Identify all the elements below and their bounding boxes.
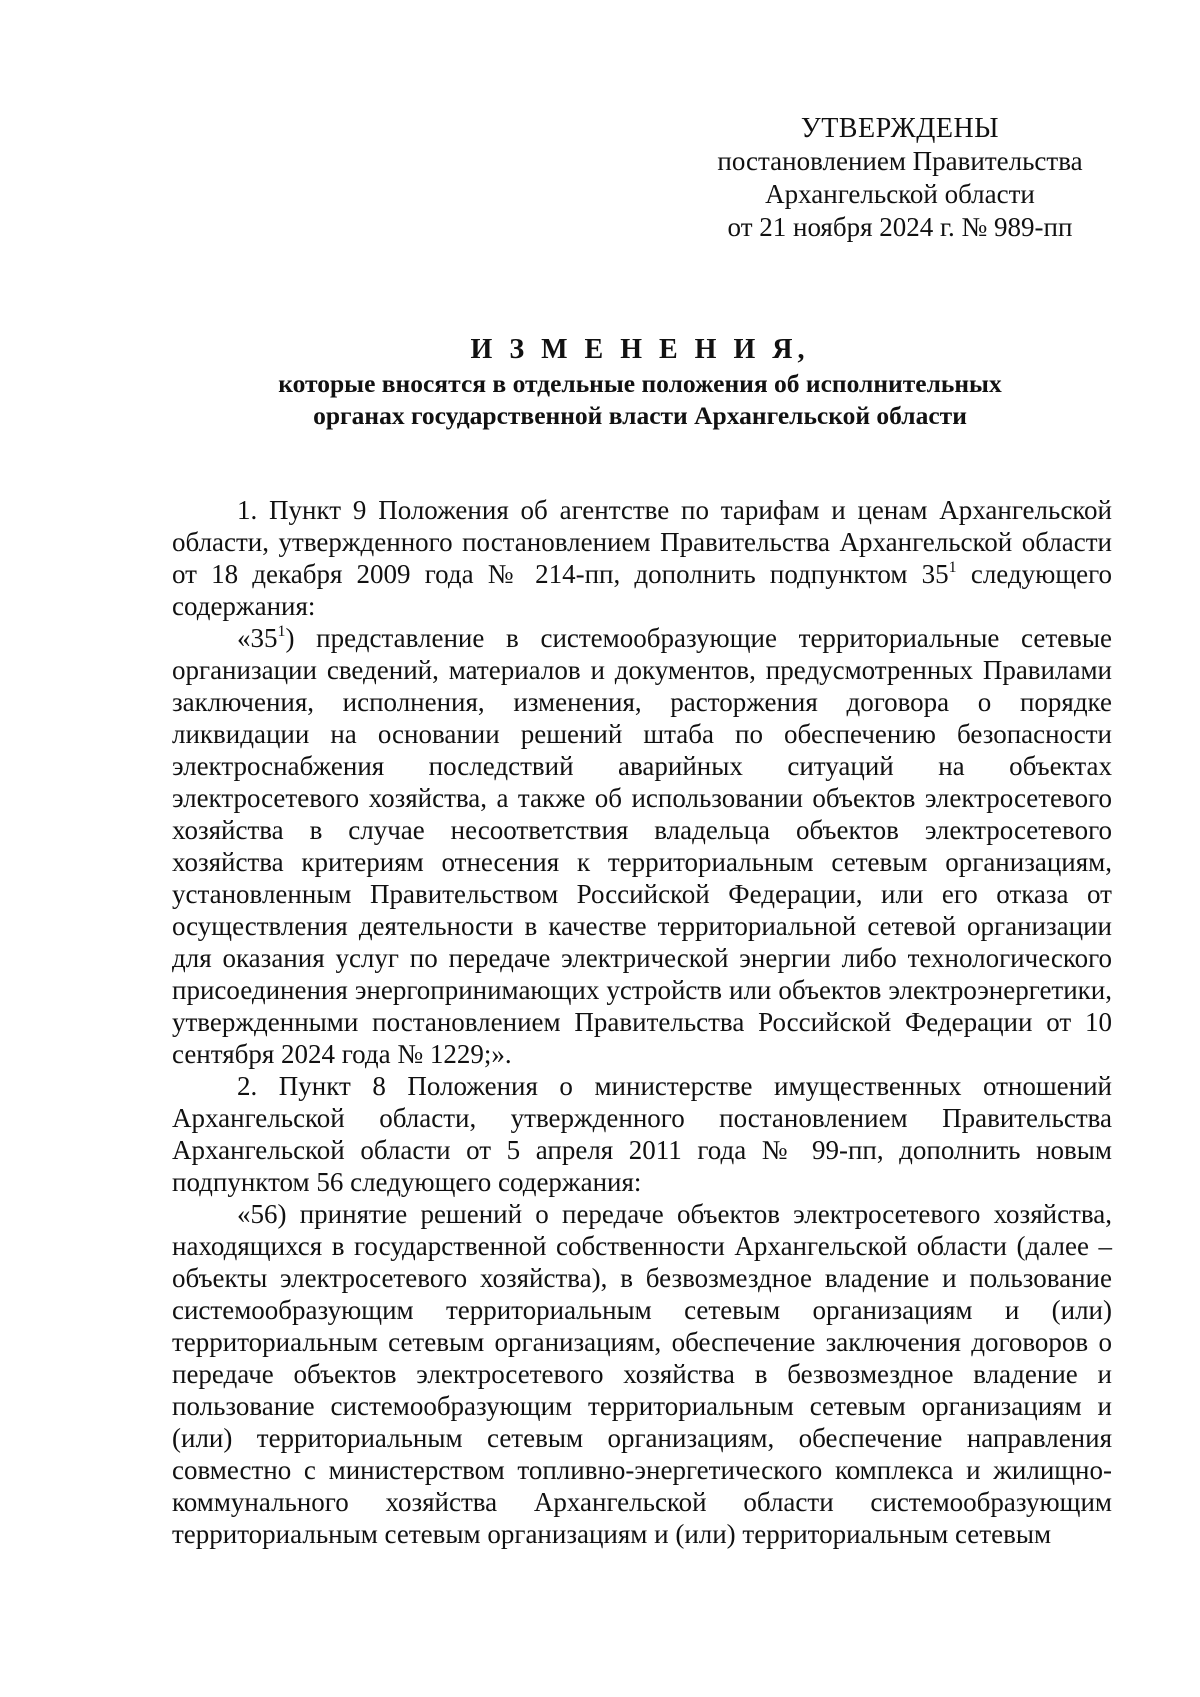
approval-heading: УТВЕРЖДЕНЫ — [800, 113, 1000, 144]
document-subtitle-line: которые вносятся в отдельные положения об исполнительных — [278, 369, 1002, 398]
paragraph-text: «35 — [237, 623, 278, 653]
document-body — [172, 494, 1112, 1550]
approval-line: Архангельской области — [765, 179, 1035, 209]
paragraph-2 — [172, 622, 1112, 1070]
paragraph-1 — [172, 494, 1112, 622]
paragraph-text: 1. Пункт 9 Положения об агентстве по тарифам и ценам Архангельской области, утвержденного постановлением Правительства Архангельской области от 18 декабря 2009 года № 214-пп, дополнить подпунктом 35 — [172, 495, 1112, 589]
document-heading — [170, 334, 1110, 432]
superscript: 1 — [948, 559, 957, 576]
approval-stamp — [690, 112, 1110, 244]
paragraph-4: «56) принятие решений о передаче объектов электросетевого хозяйства, находящихся в государственной собственности Архангельской области (далее – объекты электросетевого хозяйства), в безвозмездное владение и пользование системообразующим территориальным сетевым организациям и (или) территориальным сетевым организациям, обеспечение заключения договоров о передаче объектов электросетевого хозяйства в безвозмездное владение и пользование системообразующим территориальным сетевым организациям и (или) территориальным сетевым организациям, обеспечение направления совместно с министерством топливно-энергетического комплекса и жилищно-коммунального хозяйства Архангельской области системообразующим территориальным сетевым организациям и (или) территориальным сетевым — [172, 1199, 1112, 1549]
paragraph-text: следующего содержания: — [172, 559, 1112, 621]
paragraph-3: 2. Пункт 8 Положения о министерстве имущественных отношений Архангельской области, утвержденного постановлением Правительства Архангельской области от 5 апреля 2011 года № 99-пп, дополнить новым подпунктом 56 следующего содержания: — [172, 1071, 1112, 1197]
superscript: 1 — [277, 623, 286, 640]
document-title: И З М Е Н Е Н И Я, — [470, 334, 810, 365]
approval-line: от 21 ноября 2024 г. № 989-пп — [727, 212, 1073, 242]
paragraph-text: ) представление в системообразующие территориальные сетевые организации сведений, материалов и документов, предусмотренных Правилами заключения, исполнения, изменения, расторжения договора о порядке ликвидации на основании решений штаба по обеспечению безопасности электроснабжения последствий аварийных ситуаций на объектах электросетевого хозяйства, а также об использовании объектов электросетевого хозяйства в случае несоответствия владельца объектов электросетевого хозяйства критериям отнесения к территориальным сетевым организациям, установленным Правительством Российской Федерации, или его отказа от осуществления деятельности в качестве территориальной сетевой организации для оказания услуг по передаче электрической энергии либо технологического присоединения энергопринимающих устройств или объектов электроэнергетики, утвержденными постановлением Правительства Российской Федерации от 10 сентября 2024 года № 1229;». — [172, 623, 1112, 1069]
document-subtitle-line: органах государственной власти Архангельской области — [313, 401, 967, 430]
approval-line: постановлением Правительства — [717, 146, 1083, 176]
